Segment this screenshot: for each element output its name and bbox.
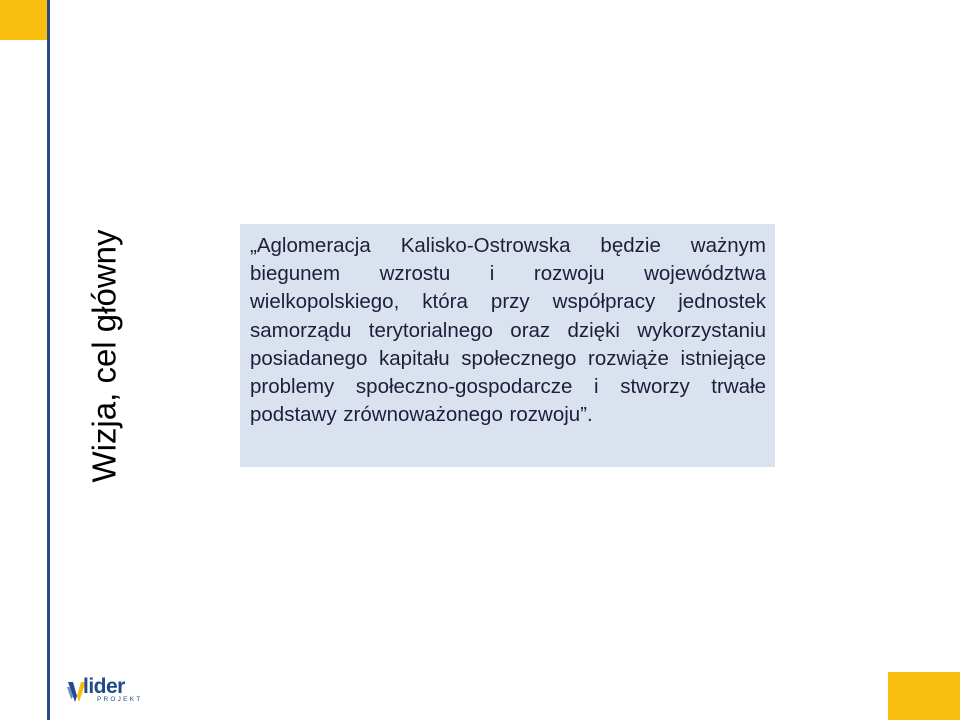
vision-statement-box xyxy=(240,224,775,467)
vision-statement-text: „Aglomeracja Kalisko-Ostrowska będzie ważnym biegunem wzrostu i rozwoju województwa wielkopolskiego, która przy współpracy jednostek samorządu terytorialnego oraz dzięki wykorzystaniu posiadanego kapitału społecznego rozwiąże istniejące problemy społeczno-gospodarcze i stworzy trwałe podstawy zrównoważonego rozwoju”. xyxy=(250,234,766,427)
corner-accent-bottom-right xyxy=(888,672,960,720)
vertical-divider xyxy=(47,0,50,720)
logo-wordmark: lider xyxy=(83,675,125,698)
logo-subtitle: PROJEKT xyxy=(97,696,143,703)
slide-title: Wizja, cel główny xyxy=(85,229,123,483)
corner-accent-top-left xyxy=(0,0,47,40)
lider-projekt-logo xyxy=(66,675,146,708)
